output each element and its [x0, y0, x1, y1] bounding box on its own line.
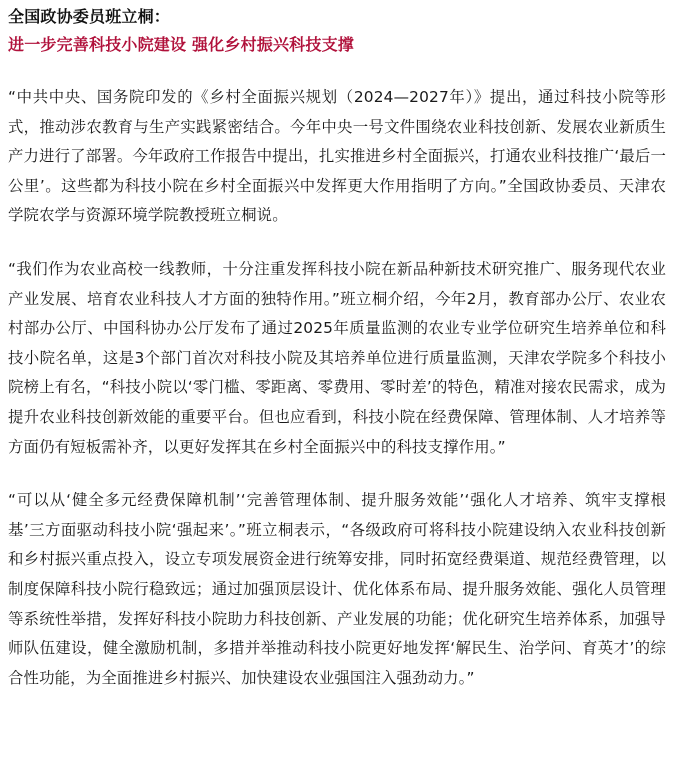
byline: 全国政协委员班立桐： — [8, 7, 171, 26]
paragraph-2: “我们作为农业高校一线教师，十分注重发挥科技小院在新品种新技术研究推广、服务现代农业产业发展、培育农业科技人才方面的独特作用。”班立桐介绍，今年2月，教育部办公厅、农业农村部办公厅、中国科协办公厅发布了通过2025年质量监测的农业专业学位研究生培养单位和科技小院名单，这是3个部门首次对科技小院及其培养单位进行质量监测，天津农学院多个科技小院榜上有名，“科技小院以‘零门槛、零距离、零费用、零时差’的特色，精准对接农民需求，成为提升农业科技创新效能的重要平台。但也应看到，科技小院在经费保障、管理体制、人才培养等方面仍有短板需补齐，以更好发挥其在乡村全面振兴中的科技支撑作用。” — [8, 259, 666, 456]
paragraph-1: “中共中央、国务院印发的《乡村全面振兴规划（2024—2027年）》提出，通过科技小院等形式，推动涉农教育与生产实践紧密结合。今年中央一号文件围绕农业科技创新、发展农业新质生产力进行了部署。今年政府工作报告中提出，扎实推进乡村全面振兴，打通农业科技推广‘最后一公里’。这些都为科技小院在乡村全面振兴中发挥更大作用指明了方向。”全国政协委员、天津农学院农学与资源环境学院教授班立桐说。 — [8, 88, 666, 225]
headline: 进一步完善科技小院建设 强化乡村振兴科技支撑 — [8, 35, 354, 54]
paragraph-3: “可以从‘健全多元经费保障机制’‘完善管理体制、提升服务效能’‘强化人才培养、筑牢支撑根基’三方面驱动科技小院‘强起来’。”班立桐表示，“各级政府可将科技小院建设纳入农业科技创新和乡村振兴重点投入，设立专项发展资金进行统筹安排，同时拓宽经费渠道、规范经费管理，以制度保障科技小院行稳致远；通过加强顶层设计、优化体系布局、提升服务效能、强化人员管理等系统性举措，发挥好科技小院助力科技创新、产业发展的功能；优化研究生培养体系，加强导师队伍建设，健全激励机制，多措并举推动科技小院更好地发挥‘解民生、治学问、育英才’的综合性功能，为全面推进乡村振兴、加快建设农业强国注入强劲动力。” — [8, 491, 666, 687]
